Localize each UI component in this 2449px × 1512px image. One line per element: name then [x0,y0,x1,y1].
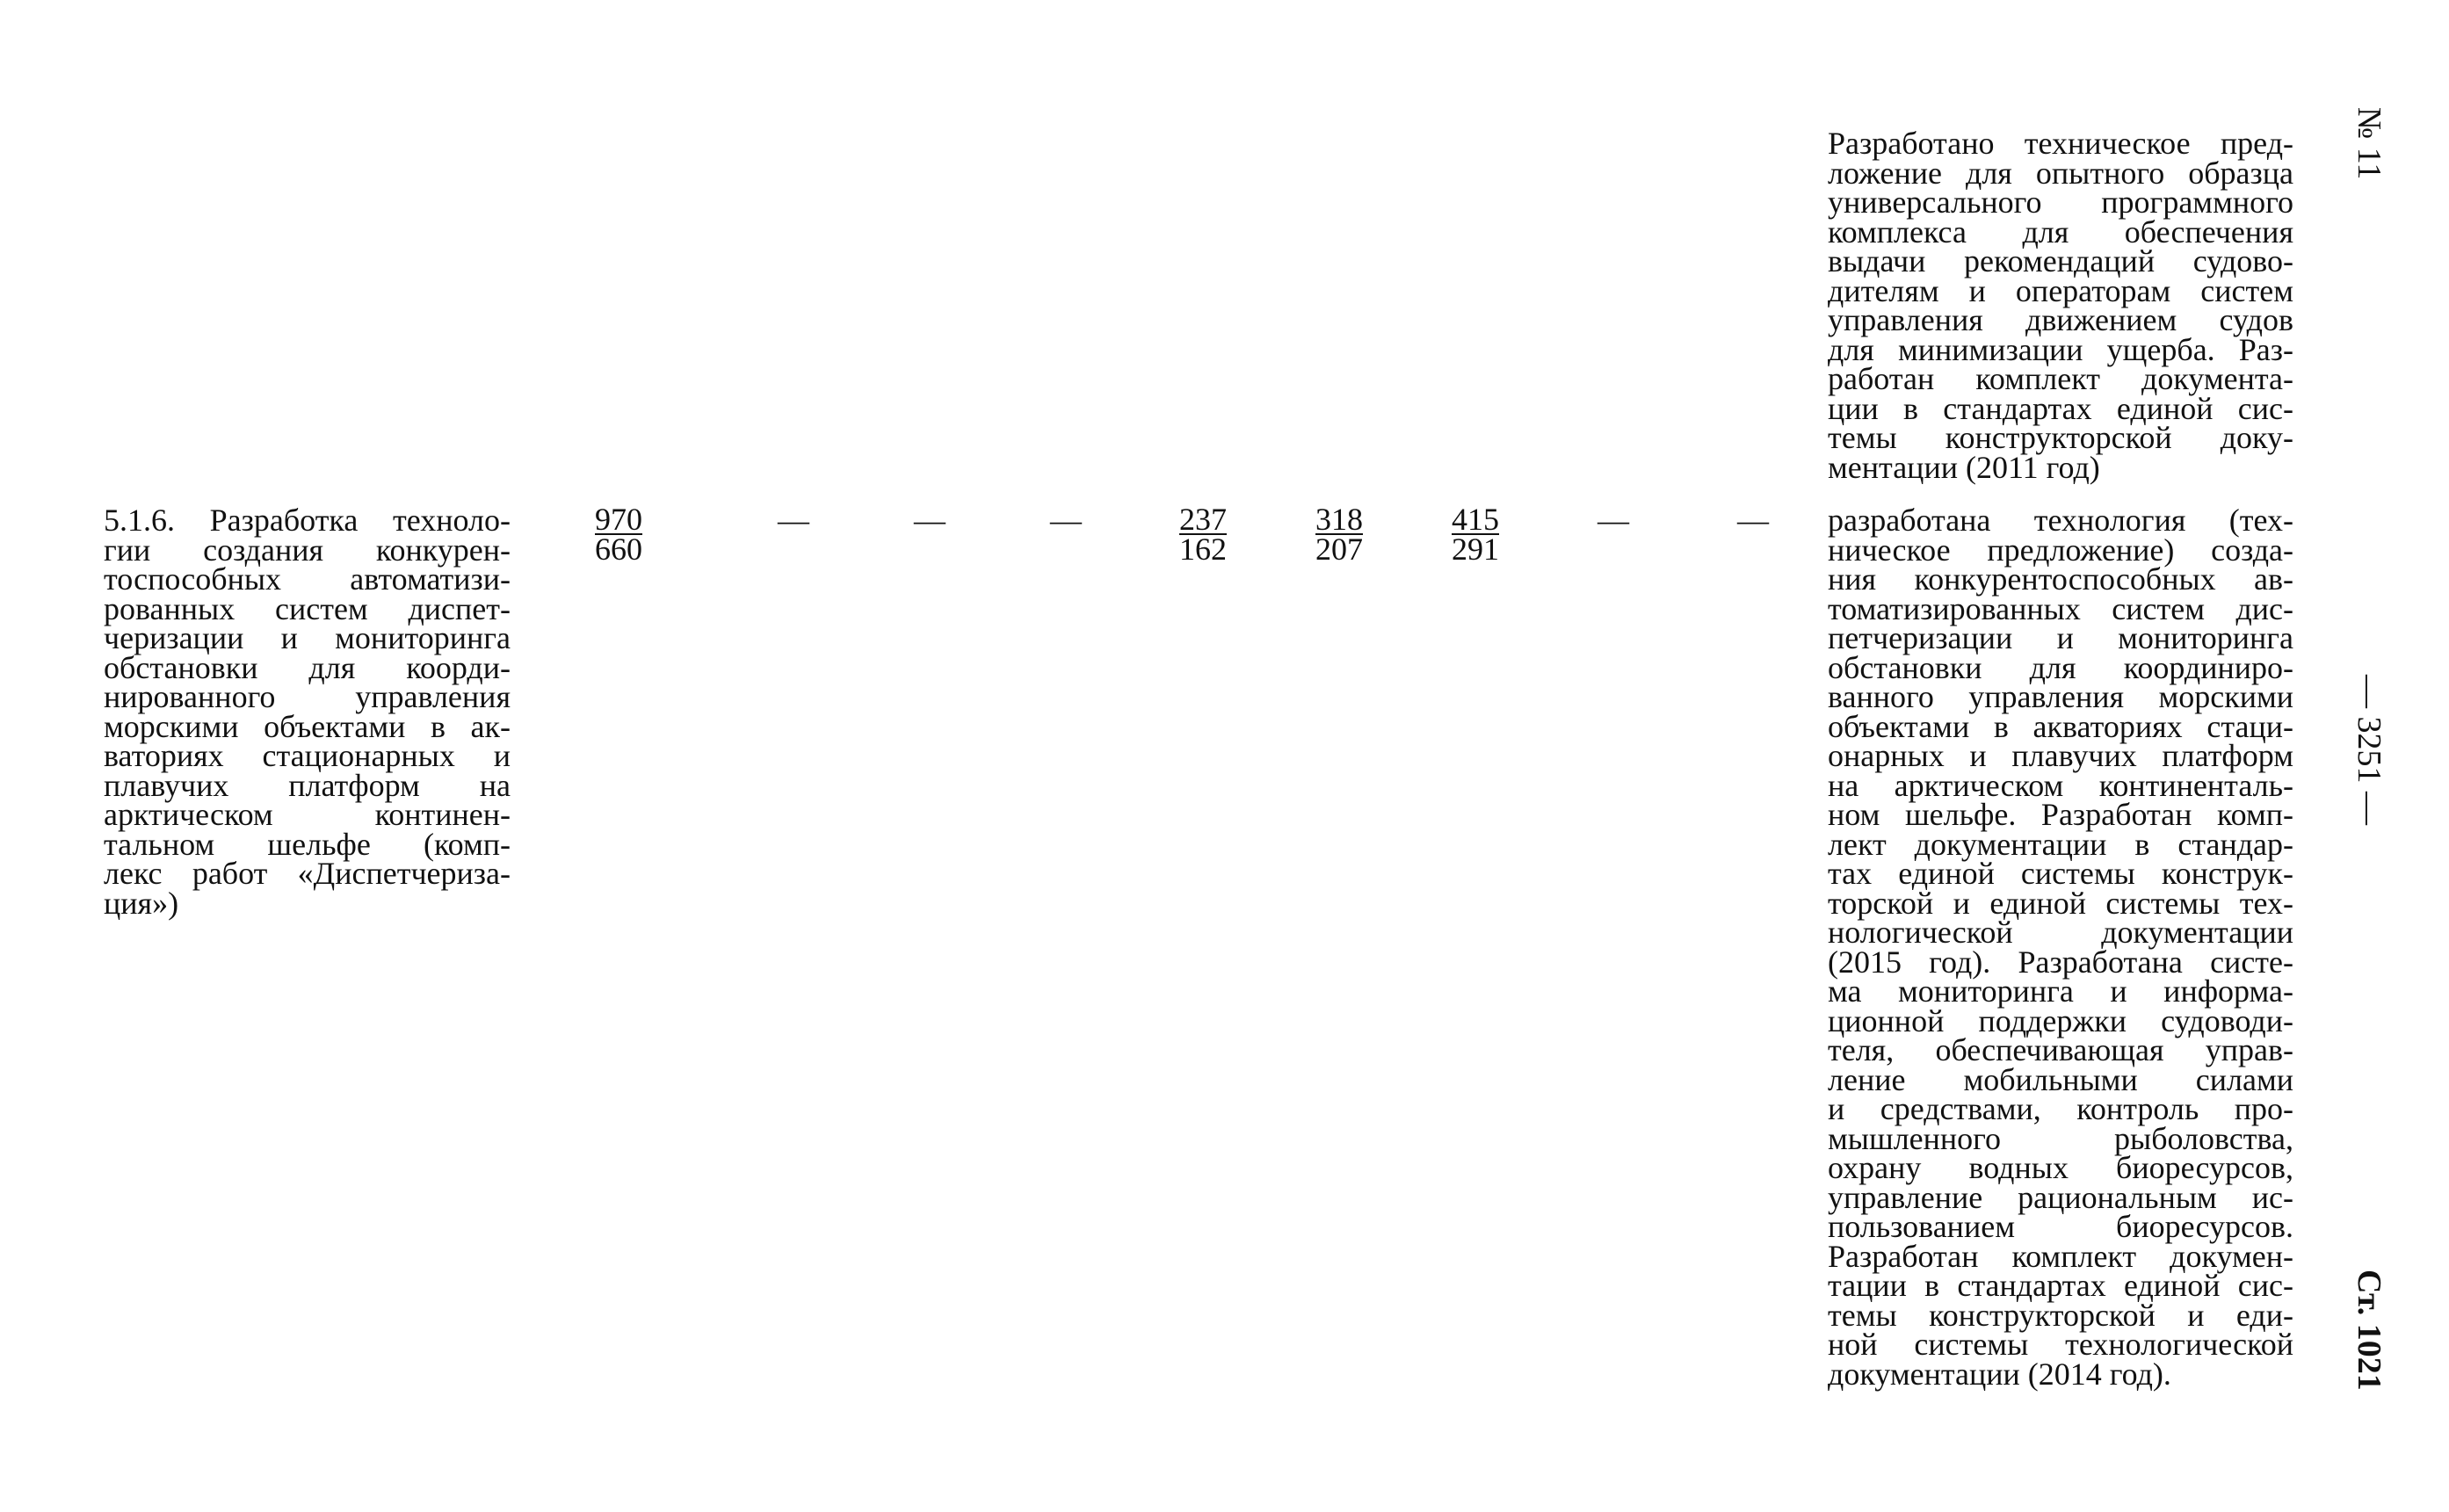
text-line: ния конкурентоспособных ав- [1828,561,2293,597]
value-numerator: 237 [1179,502,1227,537]
text-line: выдачи рекомендаций судово- [1828,243,2293,279]
text-line: ной системы технологической [1828,1327,2293,1362]
page-number: — 3251 — [2351,675,2387,825]
row-title-text [104,503,511,921]
text-line: пользованием биоресурсов. [1828,1209,2293,1244]
text-line: тации в стандартах единой сис- [1828,1268,2293,1303]
value-cell-empty: — [1737,503,1769,538]
text-line: тоспособных автоматизи- [104,561,511,597]
value-cell-year [1315,502,1363,567]
text-line: дителям и операторам систем [1828,272,2293,308]
text-line: ванного управления морскими [1828,679,2293,714]
text-line: черизации и мониторинга [104,620,511,655]
text-line: для минимизации ущерба. Раз- [1828,331,2293,367]
article-number: Ст. 1021 [2351,1270,2387,1391]
text-line: петчеризации и мониторинга [1828,620,2293,655]
text-line: ваториях стационарных и [104,738,511,773]
value-numerator: 970 [595,502,642,537]
value-denominator: 291 [1452,532,1499,567]
text-line: на арктическом континенталь- [1828,767,2293,803]
value-cell-empty: — [914,503,946,538]
previous-row-result-text [1828,126,2293,485]
text-line: мышленного рыболовства, [1828,1120,2293,1156]
value-denominator: 162 [1179,532,1227,567]
text-line: обстановки для коорди- [104,649,511,685]
text-line: нированного управления [104,679,511,714]
text-line: гии создания конкурен- [104,532,511,568]
text-line: темы конструкторской доку- [1828,420,2293,455]
text-line: онарных и плавучих платформ [1828,738,2293,773]
text-line: плавучих платформ на [104,767,511,803]
text-line: тах единой системы конструк- [1828,856,2293,891]
text-line: лекс работ «Диспетчериза- [104,856,511,891]
text-line: ложение для опытного образца [1828,155,2293,191]
text-line: управление рациональным ис- [1828,1179,2293,1215]
text-line: работан комплект документа- [1828,361,2293,396]
text-line: ционной поддержки судоводи- [1828,1002,2293,1038]
text-line: объектами в акваториях стаци- [1828,708,2293,744]
text-line: обстановки для координиро- [1828,649,2293,685]
text-line: документации (2014 год). [1828,1356,2171,1392]
text-line: лект документации в стандар- [1828,826,2293,862]
text-line: томатизированных систем дис- [1828,590,2293,626]
text-line: ническое предложение) созда- [1828,532,2293,568]
text-line: теля, обеспечивающая управ- [1828,1032,2293,1067]
text-line: ма мониторинга и информа- [1828,973,2293,1009]
value-cell-empty: — [1050,503,1082,538]
text-line: ментации (2011 год) [1828,449,2100,485]
text-line: ном шельфе. Разработан комп- [1828,797,2293,832]
value-cell-empty: — [778,503,809,538]
text-line: темы конструкторской и еди- [1828,1297,2293,1333]
text-line: охрану водных биоресурсов, [1828,1150,2293,1185]
value-cell-empty: — [1598,503,1629,538]
row-result-text [1828,503,2293,1392]
text-line: ции в стандартах единой сис- [1828,390,2293,426]
value-denominator: 660 [595,532,642,567]
text-line: комплекса для обеспечения [1828,213,2293,250]
text-line: ление мобильными силами [1828,1061,2293,1097]
value-numerator: 415 [1452,502,1499,537]
value-cell-year [1179,502,1227,567]
text-line: и средствами, контроль про- [1828,1091,2293,1126]
text-line: морскими объектами в ак- [104,708,511,744]
text-line: (2015 год). Разработана систе- [1828,944,2293,980]
value-numerator: 318 [1315,502,1363,537]
value-cell-year [1452,502,1499,567]
text-line: разработана технология (тех- [1828,503,2293,538]
text-line: 5.1.6. Разработка техноло- [104,503,511,538]
text-line: тальном шельфе (комп- [104,826,511,862]
value-cell-total [595,502,642,567]
text-line: рованных систем диспет- [104,590,511,626]
text-line: универсального программного [1828,184,2293,220]
text-line: арктическом континен- [104,797,511,832]
text-line: торской и единой системы тех- [1828,885,2293,921]
text-line: ция») [104,885,179,921]
value-denominator: 207 [1315,532,1363,567]
text-line: управления движением судов [1828,302,2293,337]
text-line: нологической документации [1828,915,2293,950]
text-line: Разработан комплект докумен- [1828,1238,2293,1274]
issue-number: № 11 [2351,107,2387,180]
text-line: Разработано техническое пред- [1828,126,2293,161]
